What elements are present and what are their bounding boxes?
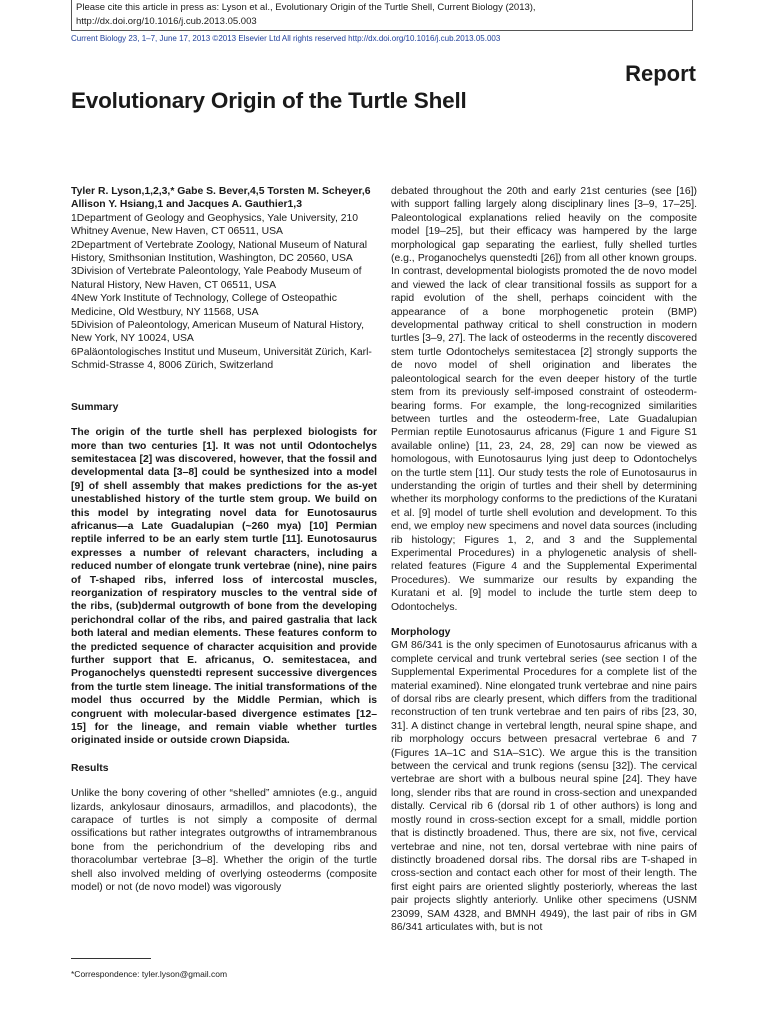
morphology-heading: Morphology [391, 627, 451, 638]
footnote-rule [71, 958, 151, 959]
left-column [71, 185, 377, 895]
results-heading: Results [71, 762, 109, 774]
summary-text: The origin of the turtle shell has perplexed biologists for more than two centuries [1]. It was not until Odontochelys semitestacea [2] was discovered, however, that the fossil and developmental data [3–8] could be synthesized into a model [9] of shell assembly that makes predictions for the as-yet unestablished history of the turtle stem group. We build on this model by integrating novel data for Eunotosaurus africanus—a Late Guadalupian (~260 mya) [10] Permian reptile inferred to be an early stem turtle [11]. Eunotosaurus expresses a number of relevant characters, including a reduced number of elongate trunk vertebrae (nine), nine pairs of T-shaped ribs, inferred loss of intercostal muscles, reorganization of respiratory muscles to the ventral side of the ribs, (sub)dermal outgrowth of bone from the developing perichondral collar of the ribs, and paired gastralia that lack both lateral and median elements. These features conform to the predicted sequence of character acquisition and provide further support that E. africanus, O. semitestacea, and Proganochelys quenstedti represent successive divergences from the turtle stem lineage. The initial transformations of the model thus occurred by the Middle Permian, which is congruent with molecular-based divergence estimates [12–15] for the lineage, and remain viable whether turtles originated inside or outside crown Diapsida. [71, 427, 377, 747]
affiliation-5: 5Division of Paleontology, American Museum of Natural History, New York, NY 10024, USA [71, 320, 364, 345]
morphology-text: GM 86/341 is the only specimen of Eunotosaurus africanus with a complete cervical and trunk vertebral series (see section I of the Supplemental Experimental Procedures for a complete list of the material examined). Nine elongated trunk vertebrae and nine pairs of dorsal ribs are clearly present, which differs from the traditional reconstruction of ten trunk vertebrae and ten pairs of ribs [23, 30, 31]. A distinct change in vertebral length, neural spine shape, and rib morphology occurs between presacral vertebrae 6 and 7 (Figures 1A–1C and S1A–S1C). We argue this is the transition between the cervical and trunk regions (sensu [32]). The cervical vertebrae are short with a bulbous neural spine [24]. They have long, slender ribs that are round in cross-section and unexpanded distally. Cervical rib 6 (dorsal rib 1 of other authors) is long and mostly round in cross-section except for a small, middle portion that is distinctly broadened. Thus, there are six, not five, cervical vertebrae and nine, not ten, dorsal vertebrae with nine pairs of distinctly broadened dorsal ribs. The dorsal ribs are T-shaped in cross-section and contact each other for most of their length. The first eight pairs are oriented slightly posteriorly, whereas the last pair projects slightly anteriorly. Unlike other specimens (USNM 23099, SAM 4328, and BMNH 4949), the last pair of ribs in GM 86/341 articulates with, but is not [391, 640, 697, 933]
article-type-label: Report [625, 61, 696, 86]
correspondence-footnote[interactable]: *Correspondence: tyler.lyson@gmail.com [71, 969, 228, 979]
citation-notice: Please cite this article in press as: Lyson et al., Evolutionary Origin of the Turtle Shell, Current Biology (2013), http://dx.doi.org/10.1016/j.cub.2013.05.003 [71, 0, 693, 31]
affiliation-3: 3Division of Vertebrate Paleontology, Yale Peabody Museum of Natural History, New Haven, CT 06511, USA [71, 266, 362, 291]
affiliation-1: 1Department of Geology and Geophysics, Yale University, 210 Whitney Avenue, New Haven, CT 06511, USA [71, 212, 359, 238]
article-title: Evolutionary Origin of the Turtle Shell [71, 88, 467, 113]
intro-continued-text: debated throughout the 20th and early 21st centuries (see [16]) with support falling largely along disciplinary lines [3–9, 17–25]. Paleontological explanations relied heavily on the composite model [19–25], but their efficacy was hampered by the large morphological gap separating the earliest, fully shelled turtles (e.g., Proganochelys quenstedti [26]) from all other known groups. In contrast, developmental biologists promoted the de novo model and viewed the lack of clear transitional fossils as support for a rapid evolution of the shell, perhaps coincident with the appearance of a bone morphogenetic protein (BMP) developmental pathway critical to shell construction in modern turtles [3–9, 27]. The lack of osteoderms in the recently discovered stem turtle Odontochelys semitestacea [2] strongly supports the de novo model of shell origination and liberates the paleontological search for the even deeper history of the turtle stem from its previously self-imposed constraint of osteoderm-bearing forms. For example, the long-recognized similarities between turtles and the osteoderm-free, Late Guadalupian Permian reptile Eunotosaurus africanus (Figure 1 and Figure S1 available online) [11, 23, 24, 28, 29] can now be viewed as homologous, with Eunotosaurus lying just deep to Odontochelys on the turtle stem [11]. Our study tests the role of Eunotosaurus in understanding the origin of turtles and their shell by determining whether its morphology conforms to the predictions of the Kuratani et al. [9] model of turtle shell evolution and development. To this end, we employ new specimens and novel data sources (including rib histology; Figures 1, 2, and 3 and the Supplemental Experimental Procedures) in a phylogenetic analysis of shell-related features (Figure 4 and the Supplemental Experimental Procedures). We summarize our results by expanding the Kuratani et al. [9] model to include the turtle stem deep to Odontochelys. [391, 186, 697, 613]
results-text: Unlike the bony covering of other “shelled” amniotes (e.g., anguid lizards, ankylosaur dinosaurs, armadillos, and placodonts), the carapace of turtles is not simply a composite of dermal ossifications but rather integrates outgrowths of intramembranous bone from the perichondrium of the developing ribs and thoracolumbar vertebrae [3–8]. Whether the origin of the turtle shell also involved melding of overlying osteoderms (composite model) or not (de novo model) was vigorously [71, 788, 377, 894]
affiliation-2: 2Department of Vertebrate Zoology, National Museum of Natural History, Smithsonian Institution, Washington, DC 20560, USA [71, 239, 368, 265]
affiliation-6: 6Paläontologisches Institut und Museum, Universität Zürich, Karl-Schmid-Strasse 4, 8006 Zürich, Switzerland [71, 346, 372, 372]
summary-heading: Summary [71, 401, 119, 413]
author-list: Tyler R. Lyson,1,2,3,* Gabe S. Bever,4,5 Torsten M. Scheyer,6 Allison Y. Hsiang,1 and Jacques A. Gauthier1,3 [71, 186, 371, 211]
right-column [391, 185, 697, 934]
journal-citation-line[interactable]: Current Biology 23, 1–7, June 17, 2013 ©2013 Elsevier Ltd All rights reserved http://dx.doi.org/10.1016/j.cub.2013.05.003 [71, 34, 501, 43]
affiliation-4: 4New York Institute of Technology, College of Osteopathic Medicine, Old Westbury, NY 11568, USA [71, 293, 337, 318]
